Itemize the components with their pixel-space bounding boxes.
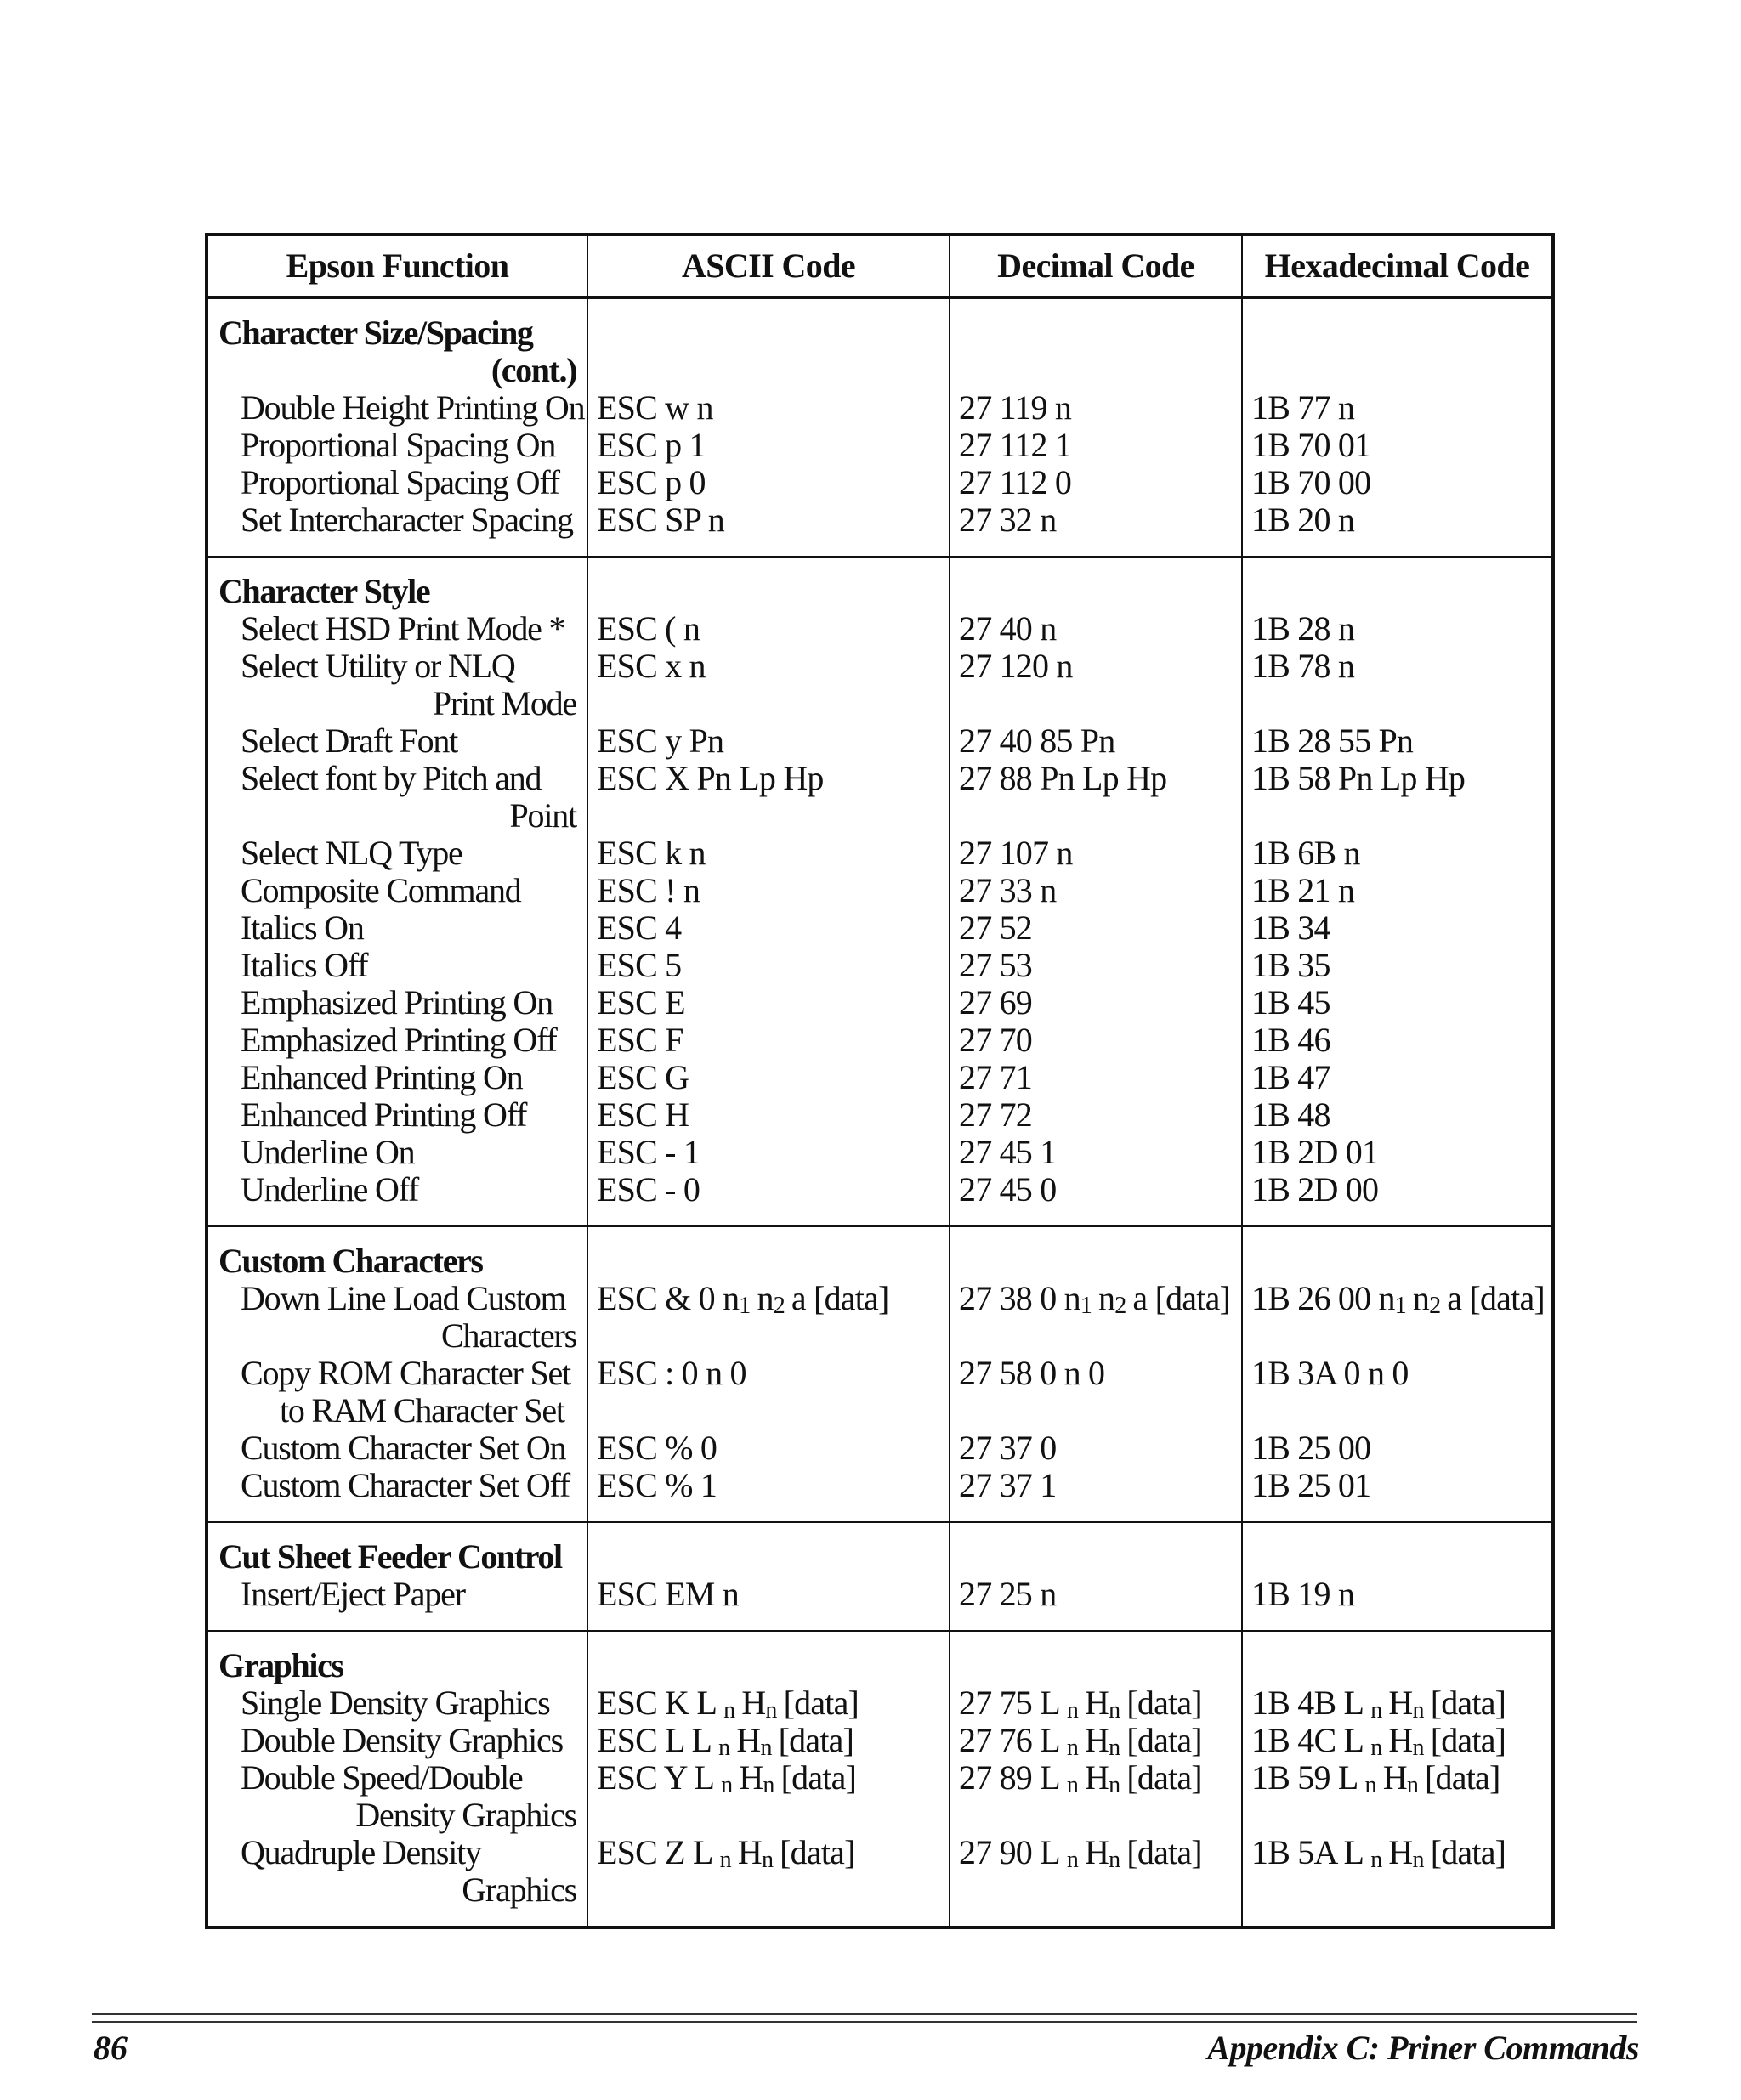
function-name-text: Custom Character Set Off [241, 1466, 570, 1504]
table-row [207, 648, 1553, 722]
function-name [207, 872, 587, 909]
decimal-code: 27 45 0 [950, 1171, 1242, 1226]
function-name-text: Underline On [241, 1133, 415, 1171]
ascii-code: ESC k n [587, 835, 950, 872]
ascii-code [587, 1684, 950, 1722]
table-row [207, 1134, 1553, 1171]
hex-code [1242, 1759, 1553, 1834]
function-name [207, 1022, 587, 1059]
section-title-cont: (cont.) [491, 351, 576, 389]
function-name [207, 501, 587, 557]
ascii-code-pre: ESC Z L [597, 1833, 713, 1871]
hex-code: 1B 28 55 Pn [1242, 722, 1553, 760]
ascii-code: ESC - 0 [587, 1171, 950, 1226]
decimal-code: 27 53 [950, 947, 1242, 984]
function-name-text: Emphasized Printing On [241, 983, 553, 1022]
function-name-cont: Characters [440, 1316, 576, 1355]
function-name-text: Select HSD Print Mode * [241, 609, 565, 648]
ascii-code-sub-l: n [718, 1735, 730, 1761]
empty-cell [587, 1522, 950, 1576]
function-name [207, 722, 587, 760]
hex-code: 1B 21 n [1242, 872, 1553, 909]
decimal-code-post: [data] [1126, 1833, 1202, 1871]
section-title-text: Custom Characters [218, 1242, 483, 1280]
section-header-row [207, 1522, 1553, 1576]
decimal-code-sub-l: n [1066, 1772, 1079, 1798]
function-name [207, 427, 587, 464]
function-name [207, 1355, 587, 1429]
ascii-code-post: [data] [783, 1684, 859, 1722]
empty-cell [587, 557, 950, 610]
hex-code-post: [data] [1425, 1758, 1500, 1797]
section-title [207, 557, 587, 610]
section-title-text: Cut Sheet Feeder Control [218, 1537, 562, 1576]
decimal-code: 27 72 [950, 1096, 1242, 1134]
ascii-code-mid: H [741, 1684, 766, 1722]
ascii-code: ESC X Pn Lp Hp [587, 760, 950, 835]
decimal-code-sub-l: n [1066, 1847, 1079, 1873]
hex-code-pre: 1B 5A L [1251, 1833, 1364, 1871]
ascii-code-sub1: 1 [739, 1293, 751, 1319]
section-title-text: Character Style [218, 572, 430, 610]
hex-code-mid: H [1388, 1721, 1413, 1759]
decimal-code: 27 119 n [950, 389, 1242, 427]
function-name-cont: Density Graphics [355, 1796, 576, 1834]
ascii-code: ESC % 0 [587, 1429, 950, 1467]
decimal-code: 27 37 1 [950, 1467, 1242, 1522]
decimal-code: 27 71 [950, 1059, 1242, 1096]
ascii-code-sub-l: n [721, 1772, 733, 1798]
table-row [207, 389, 1553, 427]
table-row [207, 835, 1553, 872]
table-row [207, 1280, 1553, 1355]
ascii-code-mid: n [757, 1279, 774, 1317]
decimal-code [950, 1834, 1242, 1927]
header-decimal-code: Decimal Code [950, 235, 1242, 297]
function-name [207, 1280, 587, 1355]
ascii-code-mid: H [736, 1721, 761, 1759]
function-name-text: Proportional Spacing On [241, 426, 556, 464]
section-header-row [207, 1631, 1553, 1684]
hex-code: 1B 70 01 [1242, 427, 1553, 464]
function-name-cont: Point [509, 796, 576, 835]
decimal-code-post: [data] [1126, 1721, 1202, 1759]
ascii-code-mid: H [737, 1833, 762, 1871]
hex-code: 1B 46 [1242, 1022, 1553, 1059]
ascii-code: ESC E [587, 984, 950, 1022]
hex-code-pre: 1B 4B L [1251, 1684, 1364, 1722]
hex-code-sub-h: n [1406, 1772, 1419, 1798]
function-name-text: Double Speed/Double [241, 1758, 523, 1797]
empty-cell [1242, 1226, 1553, 1280]
hex-code-sub-l: n [1370, 1735, 1382, 1761]
function-name [207, 464, 587, 501]
hex-code-pre: 1B 26 00 n [1251, 1279, 1395, 1317]
function-name-cont: to RAM Character Set [280, 1391, 564, 1429]
header-hexadecimal-code: Hexadecimal Code [1242, 235, 1553, 297]
ascii-code: ESC 4 [587, 909, 950, 947]
empty-cell [1242, 1631, 1553, 1684]
hex-code [1242, 1280, 1553, 1355]
ascii-code [587, 1722, 950, 1759]
hex-code: 1B 6B n [1242, 835, 1553, 872]
table-header-row [207, 235, 1553, 297]
ascii-code: ESC w n [587, 389, 950, 427]
ascii-code: ESC - 1 [587, 1134, 950, 1171]
hex-code-sub2: 2 [1429, 1293, 1441, 1319]
ascii-code: ESC SP n [587, 501, 950, 557]
function-name-text: Enhanced Printing Off [241, 1095, 527, 1134]
ascii-code: ESC G [587, 1059, 950, 1096]
hex-code-sub-h: n [1412, 1847, 1424, 1873]
ascii-code [587, 1834, 950, 1927]
function-name-text: Copy ROM Character Set [241, 1354, 570, 1392]
function-name [207, 984, 587, 1022]
table-row [207, 760, 1553, 835]
hex-code: 1B 77 n [1242, 389, 1553, 427]
ascii-code-pre: ESC L L [597, 1721, 712, 1759]
empty-cell [950, 297, 1242, 389]
footer-rule-bottom [92, 2021, 1637, 2023]
decimal-code: 27 88 Pn Lp Hp [950, 760, 1242, 835]
table-row [207, 872, 1553, 909]
section-title-text: Graphics [218, 1646, 343, 1684]
function-name-text: Composite Command [241, 871, 521, 909]
decimal-code-sub-h: n [1109, 1735, 1120, 1761]
function-name-text: Enhanced Printing On [241, 1058, 523, 1096]
ascii-code-post: [data] [778, 1721, 854, 1759]
empty-cell [587, 1631, 950, 1684]
ascii-code-sub-h: n [765, 1697, 777, 1724]
function-name [207, 1134, 587, 1171]
hex-code: 1B 2D 00 [1242, 1171, 1553, 1226]
table-row [207, 427, 1553, 464]
decimal-code-pre: 27 76 L [959, 1721, 1060, 1759]
empty-cell [1242, 297, 1553, 389]
ascii-code: ESC ( n [587, 610, 950, 648]
hex-code-post: [data] [1430, 1721, 1506, 1759]
hex-code-sub-l: n [1364, 1772, 1376, 1798]
hex-code: 1B 19 n [1242, 1576, 1553, 1631]
ascii-code-sub-h: n [761, 1847, 774, 1873]
ascii-code: ESC EM n [587, 1576, 950, 1631]
ascii-code: ESC H [587, 1096, 950, 1134]
decimal-code-mid: n [1098, 1279, 1115, 1317]
decimal-code-mid: H [1085, 1721, 1109, 1759]
decimal-code-mid: H [1085, 1758, 1109, 1797]
ascii-code-sub-l: n [723, 1697, 735, 1724]
function-name-text: Underline Off [241, 1170, 419, 1208]
decimal-code-sub-h: n [1109, 1697, 1120, 1724]
decimal-code: 27 45 1 [950, 1134, 1242, 1171]
empty-cell [1242, 1522, 1553, 1576]
hex-code-post: [data] [1430, 1684, 1506, 1722]
section-title-text: Character Size/Spacing [218, 314, 533, 352]
function-name [207, 1467, 587, 1522]
hex-code-sub-l: n [1370, 1847, 1382, 1873]
decimal-code [950, 1684, 1242, 1722]
section-header-row [207, 297, 1553, 389]
decimal-code: 27 112 0 [950, 464, 1242, 501]
decimal-code-pre: 27 38 0 n [959, 1279, 1080, 1317]
hex-code-post: [data] [1430, 1833, 1506, 1871]
section-title [207, 1226, 587, 1280]
decimal-code: 27 120 n [950, 648, 1242, 722]
function-name [207, 648, 587, 722]
function-name-text: Double Density Graphics [241, 1721, 563, 1759]
ascii-code: ESC x n [587, 648, 950, 722]
hex-code: 1B 3A 0 n 0 [1242, 1355, 1553, 1429]
empty-cell [950, 1226, 1242, 1280]
function-name [207, 1759, 587, 1834]
table-row [207, 1467, 1553, 1522]
hex-code: 1B 2D 01 [1242, 1134, 1553, 1171]
table-row [207, 1096, 1553, 1134]
hex-code: 1B 58 Pn Lp Hp [1242, 760, 1553, 835]
hex-code: 1B 78 n [1242, 648, 1553, 722]
ascii-code: ESC p 0 [587, 464, 950, 501]
empty-cell [950, 1631, 1242, 1684]
section-header-row [207, 1226, 1553, 1280]
hex-code: 1B 45 [1242, 984, 1553, 1022]
hex-code-mid: H [1388, 1833, 1413, 1871]
hex-code-mid: H [1382, 1758, 1407, 1797]
function-name [207, 909, 587, 947]
table-row [207, 1759, 1553, 1834]
ascii-code-sub-h: n [760, 1735, 772, 1761]
decimal-code-pre: 27 75 L [959, 1684, 1060, 1722]
hex-code-sub-l: n [1370, 1697, 1382, 1724]
function-name [207, 389, 587, 427]
function-name-text: Emphasized Printing Off [241, 1021, 557, 1059]
ascii-code: ESC 5 [587, 947, 950, 984]
decimal-code-post: [data] [1126, 1758, 1202, 1797]
decimal-code-sub-h: n [1109, 1772, 1120, 1798]
function-name [207, 760, 587, 835]
decimal-code: 27 58 0 n 0 [950, 1355, 1242, 1429]
decimal-code-sub-l: n [1066, 1697, 1079, 1724]
hex-code: 1B 47 [1242, 1059, 1553, 1096]
function-name [207, 835, 587, 872]
function-name [207, 1171, 587, 1226]
ascii-code: ESC % 1 [587, 1467, 950, 1522]
ascii-code: ESC F [587, 1022, 950, 1059]
hex-code: 1B 70 00 [1242, 464, 1553, 501]
decimal-code [950, 1759, 1242, 1834]
hex-code-post: a [data] [1447, 1279, 1545, 1317]
decimal-code-pre: 27 90 L [959, 1833, 1060, 1871]
table-body [207, 297, 1553, 1927]
decimal-code-sub-l: n [1066, 1735, 1079, 1761]
empty-cell [950, 1522, 1242, 1576]
table-row [207, 722, 1553, 760]
decimal-code: 27 69 [950, 984, 1242, 1022]
table-row [207, 984, 1553, 1022]
ascii-code-post: a [data] [791, 1279, 889, 1317]
hex-code: 1B 34 [1242, 909, 1553, 947]
section-title [207, 297, 587, 389]
ascii-code: ESC ! n [587, 872, 950, 909]
table-row [207, 909, 1553, 947]
decimal-code-mid: H [1085, 1684, 1109, 1722]
decimal-code: 27 32 n [950, 501, 1242, 557]
table-row [207, 501, 1553, 557]
ascii-code [587, 1280, 950, 1355]
decimal-code-pre: 27 89 L [959, 1758, 1060, 1797]
function-name-text: Single Density Graphics [241, 1684, 550, 1722]
hex-code-mid: n [1412, 1279, 1430, 1317]
function-name [207, 610, 587, 648]
ascii-code-pre: ESC K L [597, 1684, 717, 1722]
ascii-code-post: [data] [780, 1833, 855, 1871]
ascii-code-mid: H [739, 1758, 763, 1797]
function-name [207, 1722, 587, 1759]
decimal-code: 27 25 n [950, 1576, 1242, 1631]
table-row [207, 1834, 1553, 1927]
table-row [207, 1684, 1553, 1722]
decimal-code: 27 52 [950, 909, 1242, 947]
function-name-text: Insert/Eject Paper [241, 1575, 465, 1613]
empty-cell [950, 557, 1242, 610]
decimal-code-post: a [data] [1132, 1279, 1231, 1317]
section-title [207, 1631, 587, 1684]
ascii-code: ESC y Pn [587, 722, 950, 760]
hex-code-sub-h: n [1412, 1735, 1424, 1761]
hex-code: 1B 28 n [1242, 610, 1553, 648]
hex-code-sub-h: n [1412, 1697, 1424, 1724]
header-ascii-code: ASCII Code [587, 235, 950, 297]
decimal-code-sub2: 2 [1114, 1293, 1126, 1319]
hex-code: 1B 25 00 [1242, 1429, 1553, 1467]
function-name-text: Down Line Load Custom [241, 1279, 566, 1317]
function-name [207, 1834, 587, 1927]
ascii-code-sub-l: n [719, 1847, 731, 1873]
ascii-code-pre: ESC Y L [597, 1758, 715, 1797]
table-row [207, 1059, 1553, 1096]
function-name-text: Quadruple Density [241, 1833, 481, 1871]
function-name-text: Proportional Spacing Off [241, 463, 559, 501]
function-name-text: Set Intercharacter Spacing [241, 501, 573, 539]
table-row [207, 1429, 1553, 1467]
table-row [207, 1171, 1553, 1226]
decimal-code: 27 70 [950, 1022, 1242, 1059]
hex-code-mid: H [1388, 1684, 1413, 1722]
decimal-code-sub1: 1 [1080, 1293, 1092, 1319]
function-name-text: Select font by Pitch and [241, 759, 542, 797]
hex-code [1242, 1834, 1553, 1927]
function-name-text: Italics Off [241, 946, 368, 984]
table-row [207, 947, 1553, 984]
section-title [207, 1522, 587, 1576]
header-epson-function: Epson Function [207, 235, 587, 297]
table-row [207, 1576, 1553, 1631]
hex-code-pre: 1B 4C L [1251, 1721, 1364, 1759]
function-name [207, 947, 587, 984]
decimal-code [950, 1280, 1242, 1355]
decimal-code [950, 1722, 1242, 1759]
page-number: 86 [94, 2029, 128, 2067]
function-name-text: Select Draft Font [241, 722, 458, 760]
ascii-code: ESC p 1 [587, 427, 950, 464]
table-row [207, 1722, 1553, 1759]
table-row [207, 464, 1553, 501]
function-name [207, 1429, 587, 1467]
empty-cell [587, 1226, 950, 1280]
printer-command-table [205, 233, 1555, 1929]
ascii-code-post: [data] [780, 1758, 857, 1797]
function-name-text: Double Height Printing On [241, 388, 585, 427]
decimal-code: 27 107 n [950, 835, 1242, 872]
footer-rule-top [92, 2013, 1637, 2015]
hex-code: 1B 35 [1242, 947, 1553, 984]
section-header-row [207, 557, 1553, 610]
hex-code [1242, 1722, 1553, 1759]
ascii-code-sub2: 2 [773, 1293, 785, 1319]
function-name-cont: Print Mode [432, 684, 576, 722]
decimal-code: 27 40 85 Pn [950, 722, 1242, 760]
ascii-code-sub-h: n [763, 1772, 774, 1798]
ascii-code: ESC : 0 n 0 [587, 1355, 950, 1429]
function-name-cont: Graphics [462, 1871, 576, 1909]
function-name [207, 1576, 587, 1631]
function-name-text: Select NLQ Type [241, 834, 462, 872]
hex-code-pre: 1B 59 L [1251, 1758, 1358, 1797]
page-footer-title: Appendix C: Priner Commands [1207, 2029, 1639, 2067]
table-row [207, 1022, 1553, 1059]
decimal-code: 27 112 1 [950, 427, 1242, 464]
table-row [207, 610, 1553, 648]
decimal-code: 27 33 n [950, 872, 1242, 909]
ascii-code-pre: ESC & 0 n [597, 1279, 740, 1317]
hex-code: 1B 20 n [1242, 501, 1553, 557]
hex-code: 1B 48 [1242, 1096, 1553, 1134]
table-row [207, 1355, 1553, 1429]
function-name-text: Italics On [241, 908, 364, 947]
empty-cell [587, 297, 950, 389]
empty-cell [1242, 557, 1553, 610]
function-name [207, 1096, 587, 1134]
function-name-text: Custom Character Set On [241, 1429, 566, 1467]
decimal-code-post: [data] [1126, 1684, 1202, 1722]
decimal-code-mid: H [1085, 1833, 1109, 1871]
decimal-code: 27 40 n [950, 610, 1242, 648]
function-name [207, 1684, 587, 1722]
hex-code: 1B 25 01 [1242, 1467, 1553, 1522]
decimal-code-sub-h: n [1109, 1847, 1120, 1873]
decimal-code: 27 37 0 [950, 1429, 1242, 1467]
function-name-text: Select Utility or NLQ [241, 647, 515, 685]
function-name [207, 1059, 587, 1096]
ascii-code [587, 1759, 950, 1834]
hex-code-sub1: 1 [1394, 1293, 1406, 1319]
hex-code [1242, 1684, 1553, 1722]
